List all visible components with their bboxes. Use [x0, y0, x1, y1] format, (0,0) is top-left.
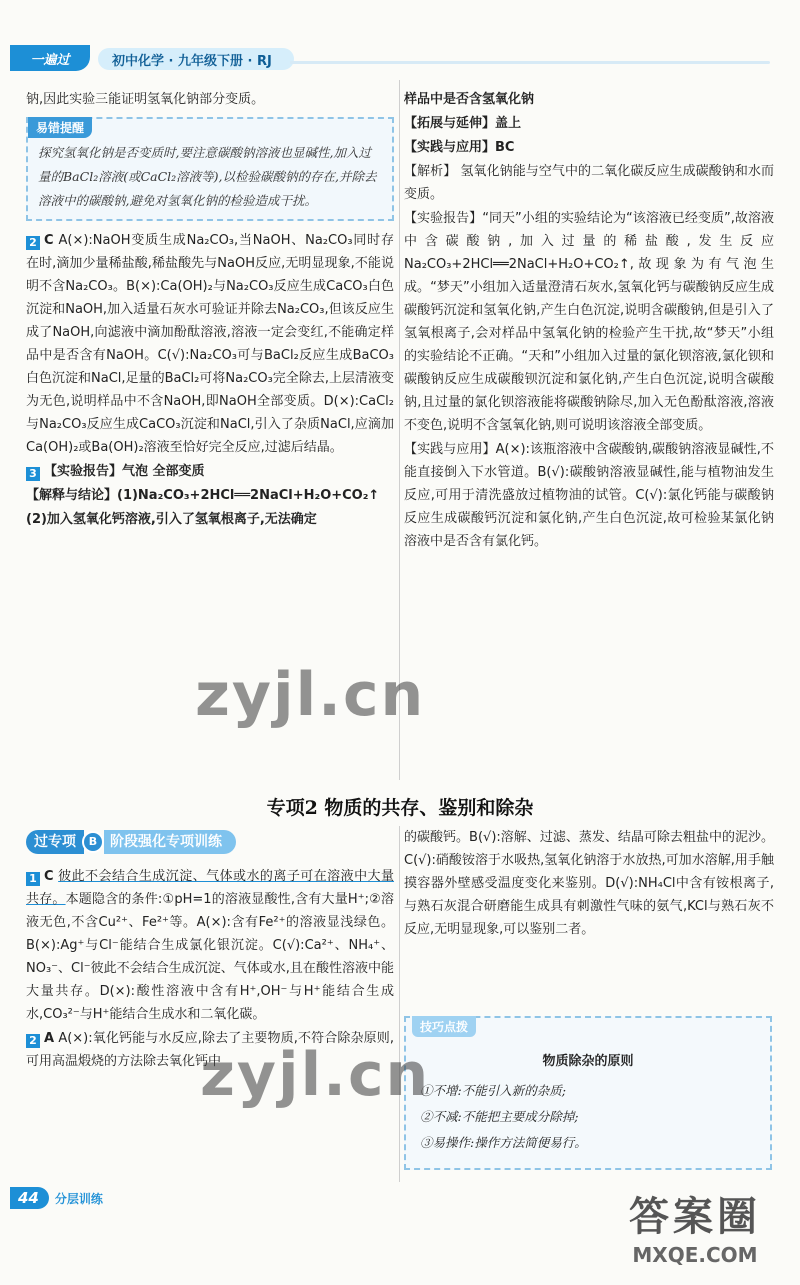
watermark: zyjl.cn	[200, 1040, 431, 1110]
question-number: 2	[26, 1034, 40, 1048]
column-divider	[399, 826, 400, 1182]
tips-item: ②不减:不能把主要成分除掉;	[420, 1109, 579, 1124]
answer-1	[26, 865, 394, 1026]
question-number: 3	[26, 467, 40, 481]
corner-watermark	[600, 1192, 790, 1278]
corner-watermark-domain: MXQE.COM	[632, 1243, 758, 1267]
section-tag-b: 阶段强化专项训练	[104, 830, 236, 854]
left-column-top	[26, 88, 394, 531]
answer-text: A(×):氧化钙能与水反应,除去了主要物质,不符合除杂原则,可用高温煅烧的方法除去氧化钙中	[26, 1031, 394, 1069]
tips-title: 物质除杂的原则	[542, 1054, 634, 1069]
tips-tag: 技巧点拨	[412, 1016, 476, 1037]
paragraph: 【实践与应用】BC	[404, 140, 515, 155]
answer-letter: C	[44, 869, 54, 884]
brand-logo: 一遍过	[10, 45, 90, 71]
right-column-top	[404, 88, 774, 553]
tips-list	[420, 1078, 760, 1156]
corner-watermark-text: 答案圈	[629, 1194, 761, 1240]
watermark: zyjl.cn	[195, 660, 426, 730]
answer-3	[26, 460, 394, 483]
answer-text: A(×):NaOH变质生成Na₂CO₃,当NaOH、Na₂CO₃同时存在时,滴加少量稀盐酸,稀盐酸先与NaOH反应,无明显现象,不能说明不含Na₂CO₃。B(×):Ca(OH)₂与Na₂CO₃反应生成CaCO₃白色沉淀和NaOH,加入适量石灰水可验证并除去Na₂CO₃,但该反应生成了NaOH,向滤液中滴加酚酞溶液,溶液一定会变红,不能确定样品中是否含有NaOH。C(√):Na₂CO₃可与BaCl₂反应生成BaCO₃白色沉淀和NaCl,足量的BaCl₂可将Na₂CO₃完全除去,上层清液变为无色,说明样品中不含NaOH,即NaOH全部变质。D(×):CaCl₂与Na₂CO₃反应生成CaCO₃沉淀和NaCl,引入了杂质NaCl,应滴加Ca(OH)₂或Ba(OH)₂溶液至恰好完全反应,过滤后结晶。	[26, 233, 394, 455]
page-header	[10, 45, 770, 73]
page-footer	[10, 1188, 103, 1208]
right-column-bottom	[404, 826, 774, 941]
tips-item: ③易操作:操作方法简便易行。	[420, 1135, 587, 1150]
section-tag-circle: B	[82, 831, 104, 853]
paragraph: 钠,因此实验三能证明氢氧化钠部分变质。	[26, 92, 265, 107]
page-number: 44	[10, 1187, 49, 1209]
paragraph: 样品中是否含氢氧化钠	[404, 92, 535, 107]
section-title: 专项2 物质的共存、鉴别和除杂	[266, 797, 534, 819]
answer-letter: C	[44, 233, 54, 248]
section-tag	[26, 830, 236, 854]
paragraph: 【实验报告】“同天”小组的实验结论为“该溶液已经变质”,故溶液中含碳酸钠,加入过量的稀盐酸,发生反应Na₂CO₃+2HCl══2NaCl+H₂O+CO₂↑,故现象为有气泡生成。“梦天”小组加入适量澄清石灰水,氢氧化钙与碳酸钠反应生成碳酸钙沉淀和氢氧化钠,产生白色沉淀,说明含碳酸钠,但是引入了氢氧根离子,会对样品中氢氧化钠的检验产生干扰,故“梦天”小组的实验结论不正确。“天和”小组加入过量的氯化钡溶液,氯化钡和碳酸钠反应生成碳酸钡沉淀和氯化钠,产生白色沉淀,说明含碳酸钠,且过量的氯化钡溶液能将碳酸钠除尽,加入无色酚酞溶液,溶液不变色,说明不含氢氧化钠,则可说明该溶液全部变质。	[404, 211, 774, 433]
book-title: 初中化学 · 九年级下册 · RJ	[98, 48, 294, 70]
answer-line: 【解释与结论】(1)Na₂CO₃+2HCl══2NaCl+H₂O+CO₂↑	[26, 488, 380, 503]
question-number: 1	[26, 872, 40, 886]
warning-text: 探究氢氧化钠是否变质时,要注意碳酸钠溶液也显碱性,加入过量的BaCl₂溶液(或CaCl₂溶液等),以检验碳酸钠的存在,并除去溶液中的碳酸钠,避免对氢氧化钠的检验造成干扰。	[38, 145, 377, 208]
section-tag-a: 过专项	[26, 830, 84, 854]
answer-line: (2)加入氢氧化钙溶液,引入了氢氧根离子,无法确定	[26, 512, 317, 527]
tips-item: ①不增:不能引入新的杂质;	[420, 1083, 566, 1098]
paragraph: 【实践与应用】A(×):该瓶溶液中含碳酸钠,碳酸钠溶液显碱性,不能直接倒入下水管道。B(√):碳酸钠溶液显碱性,能与植物油发生反应,可用于清洗盛放过植物油的试管。C(√):氯化钙能与碳酸钠反应生成碳酸钙沉淀和氯化钠,产生白色沉淀,故可检验某氯化钠溶液中是否含有氯化钙。	[404, 442, 774, 549]
question-number: 2	[26, 236, 40, 250]
paragraph: 的碳酸钙。B(√):溶解、过滤、蒸发、结晶可除去粗盐中的泥沙。C(√):硝酸铵溶于水吸热,氢氧化钠溶于水放热,可加水溶解,用手触摸容器外壁感受温度变化来鉴别。D(√):NH₄Cl中含有铵根离子,与熟石灰混合研磨能生成具有刺激性气味的氨气,KCl与熟石灰不反应,无明显现象,可以鉴别二者。	[404, 830, 774, 937]
answer-2	[26, 229, 394, 459]
warning-tag: 易错提醒	[28, 117, 92, 138]
key-point-underlined: 彼此不会结合生成沉淀、气体或水的离子可在溶液中大量共存。	[26, 869, 394, 907]
answer-letter: A	[44, 1031, 55, 1046]
tips-box	[404, 1016, 772, 1170]
header-rule	[290, 61, 770, 64]
answer-text: 本题隐含的条件:①pH=1的溶液显酸性,含有大量H⁺;②溶液无色,不含Cu²⁺、Fe²⁺等。A(×):含有Fe²⁺的溶液显浅绿色。B(×):Ag⁺与Cl⁻能结合生成氯化银沉淀。C(√):Ca²⁺、NH₄⁺、NO₃⁻、Cl⁻彼此不会结合生成沉淀、气体或水,且在酸性溶液中能大量共存。D(×):酸性溶液中含有H⁺,OH⁻与H⁺能结合生成水,CO₃²⁻与H⁺能结合生成水和二氧化碳。	[26, 892, 394, 1022]
footer-label: 分层训练	[54, 1191, 103, 1206]
warning-box	[26, 117, 394, 221]
paragraph: 【拓展与延伸】盖上	[404, 116, 522, 131]
paragraph: 【解析】 氢氧化钠能与空气中的二氧化碳反应生成碳酸钠和水而变质。	[404, 164, 774, 202]
answer-line: 【实验报告】气泡 全部变质	[44, 464, 205, 479]
